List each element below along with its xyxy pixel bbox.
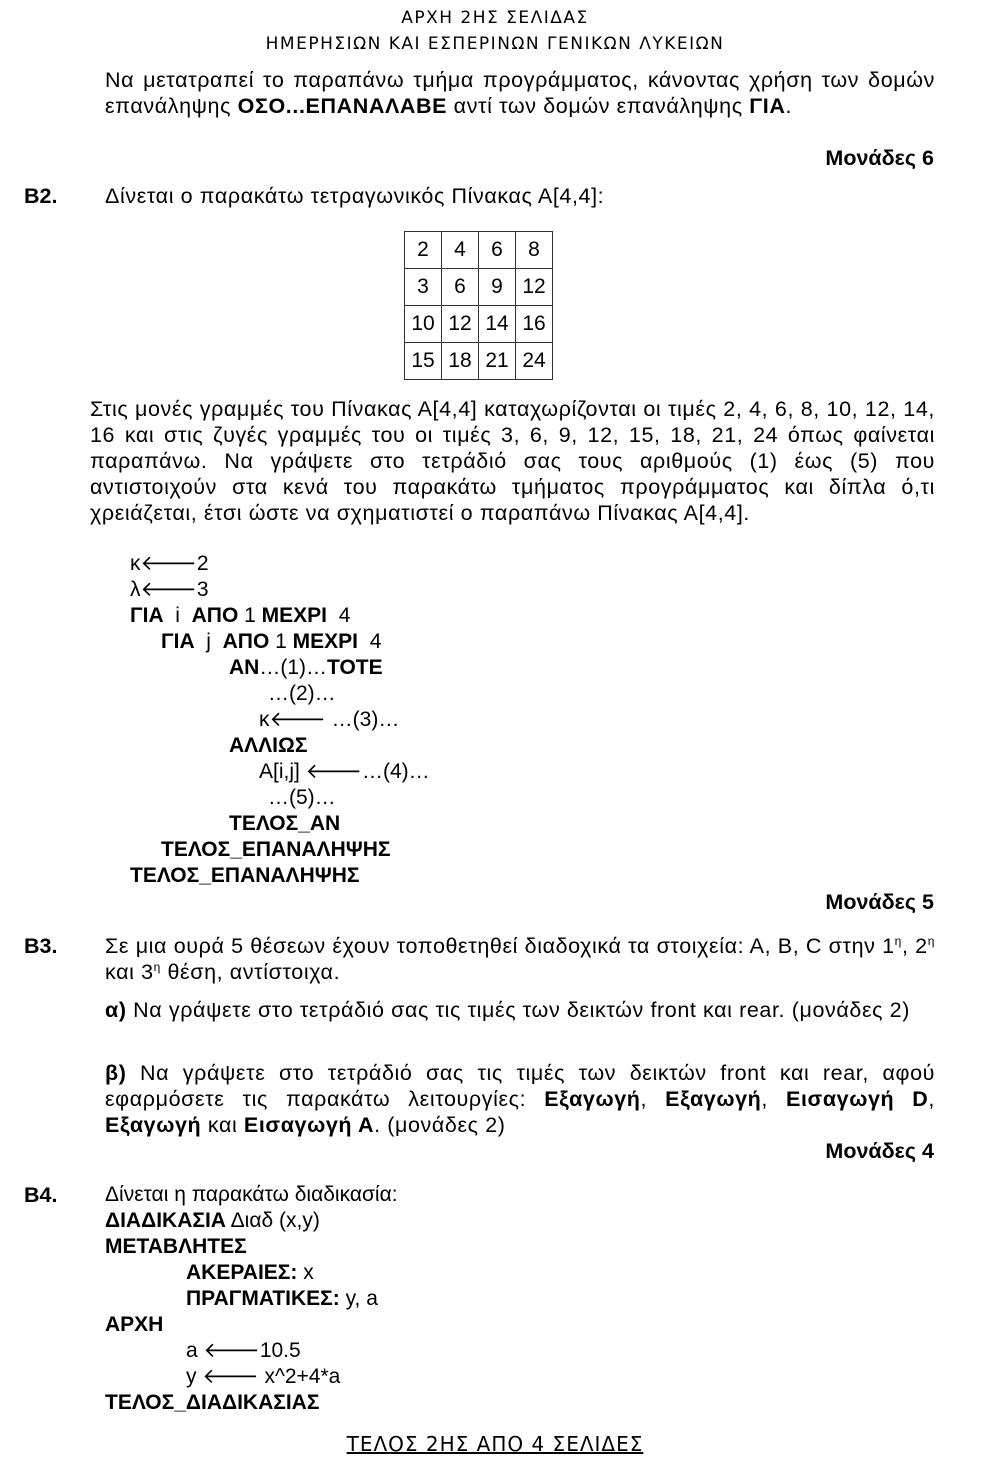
matrix-table	[404, 231, 553, 380]
matrix-cell: 18	[442, 343, 479, 380]
b3-intro: Σε μια ουρά 5 θέσεων έχουν τοποθετηθεί διαδοχικά τα στοιχεία: Α, Β, C στην $1^\eta$, $2^\eta$ και $3^\eta$ θέση, αντίστοιχα.	[105, 933, 935, 984]
b1-instruction: Να μετατραπεί το παραπάνω τμήμα προγράμματος, κάνοντας χρήση των δομών επανάληψης ΟΣΟ...ΕΠΑΝΑΛΑΒΕ αντί των δομών επανάληψης ΓΙΑ.	[105, 68, 935, 118]
code-line: a 🡐10.5	[186, 1339, 301, 1362]
code-line: ΑΡΧΗ	[105, 1313, 164, 1336]
code-line: ΓΙΑ i ΑΠΟ 1 ΜΕΧΡΙ 4	[130, 604, 351, 627]
page-footer: ΤΕΛΟΣ 2ΗΣ ΑΠΟ 4 ΣΕΛΙΔΕΣ	[346, 1432, 644, 1456]
matrix-cell: 3	[405, 269, 442, 306]
b1-marks: Μονάδες 6	[825, 146, 934, 170]
b3-part-b: β) Να γράψετε στο τετράδιό σας τις τιμές των δεικτών front και rear, αφού εφαρμόσετε τις παρακάτω λειτουργίες: Εξαγωγή, Εξαγωγή, Εισαγωγή D, Εξαγωγή και Εισαγωγή Α. (μονάδες 2)	[105, 1061, 935, 1137]
matrix-cell: 15	[405, 343, 442, 380]
matrix-cell: 14	[479, 306, 516, 343]
matrix-row	[405, 269, 553, 306]
code-line: ΓΙΑ j ΑΠΟ 1 ΜΕΧΡΙ 4	[161, 630, 382, 653]
matrix-cell: 6	[479, 232, 516, 269]
code-line: ΑΚΕΡΑΙΕΣ: x	[186, 1261, 314, 1284]
b2-intro: Δίνεται ο παρακάτω τετραγωνικός Πίνακας Α[4,4]:	[105, 184, 605, 208]
matrix-row	[405, 343, 553, 380]
matrix-cell: 12	[442, 306, 479, 343]
b3-marks: Μονάδες 4	[825, 1139, 934, 1163]
code-line: ΤΕΛΟΣ_ΕΠΑΝΑΛΗΨΗΣ	[130, 864, 360, 887]
matrix-cell: 16	[516, 306, 553, 343]
code-line: ΑΛΛΙΩΣ	[229, 734, 308, 757]
code-line: ΤΕΛΟΣ_ΔΙΑΔΙΚΑΣΙΑΣ	[105, 1391, 320, 1414]
b2-description: Στις μονές γραμμές του Πίνακας Α[4,4] καταχωρίζονται οι τιμές 2, 4, 6, 8, 10, 12, 14, 16 και στις ζυγές γραμμές του οι τιμές 3, 6, 9, 12, 15, 18, 21, 24 όπως φαίνεται παραπάνω. Να γράψετε στο τετράδιό σας τους αριθμούς (1) έως (5) που αντιστοιχούν στα κενά του παρακάτω τμήματος προγράμματος και δίπλα ό,τι χρειάζεται, έτσι ώστε να σχηματιστεί ο παραπάνω Πίνακας Α[4,4].	[90, 397, 935, 525]
matrix-cell: 21	[479, 343, 516, 380]
matrix-cell: 6	[442, 269, 479, 306]
b2-label: Β2.	[24, 184, 58, 208]
matrix-cell: 2	[405, 232, 442, 269]
page-header-line2: ΗΜΕΡΗΣΙΩΝ ΚΑΙ ΕΣΠΕΡΙΝΩΝ ΓΕΝΙΚΩΝ ΛΥΚΕΙΩΝ	[265, 34, 725, 54]
matrix-cell: 9	[479, 269, 516, 306]
b4-intro: Δίνεται η παρακάτω διαδικασία:	[105, 1183, 398, 1206]
b4-label: Β4.	[24, 1183, 58, 1207]
code-line: …(2)…	[268, 682, 336, 705]
code-line: ΠΡΑΓΜΑΤΙΚΕΣ: y, a	[186, 1287, 378, 1310]
matrix-row	[405, 306, 553, 343]
code-line: Α[i,j] 🡐…(4)…	[259, 760, 430, 783]
code-line: …(5)…	[268, 786, 336, 809]
code-line: ΜΕΤΑΒΛΗΤΕΣ	[105, 1235, 247, 1258]
code-line: ΤΕΛΟΣ_ΑΝ	[229, 812, 341, 835]
b2-marks: Μονάδες 5	[825, 890, 934, 914]
b3-part-a: α) Να γράψετε στο τετράδιό σας τις τιμές των δεικτών front και rear. (μονάδες 2)	[105, 998, 910, 1022]
code-line: ΤΕΛΟΣ_ΕΠΑΝΑΛΗΨΗΣ	[161, 838, 391, 861]
code-line: κ🡐2	[130, 552, 209, 575]
code-line: λ🡐3	[130, 578, 209, 601]
matrix-row	[405, 232, 553, 269]
b3-label: Β3.	[24, 934, 58, 958]
code-line: κ🡐 …(3)…	[259, 708, 400, 731]
page-header-line1: ΑΡΧΗ 2ΗΣ ΣΕΛΙΔΑΣ	[401, 8, 589, 28]
code-line: y 🡐 x^2+4*a	[186, 1365, 341, 1388]
matrix-cell: 10	[405, 306, 442, 343]
code-line: ΑΝ…(1)…ΤΟΤΕ	[229, 656, 383, 679]
matrix-cell: 4	[442, 232, 479, 269]
code-line: ΔΙΑΔΙΚΑΣΙΑ Διαδ (x,y)	[105, 1209, 320, 1232]
matrix-cell: 12	[516, 269, 553, 306]
matrix-cell: 24	[516, 343, 553, 380]
matrix-cell: 8	[516, 232, 553, 269]
